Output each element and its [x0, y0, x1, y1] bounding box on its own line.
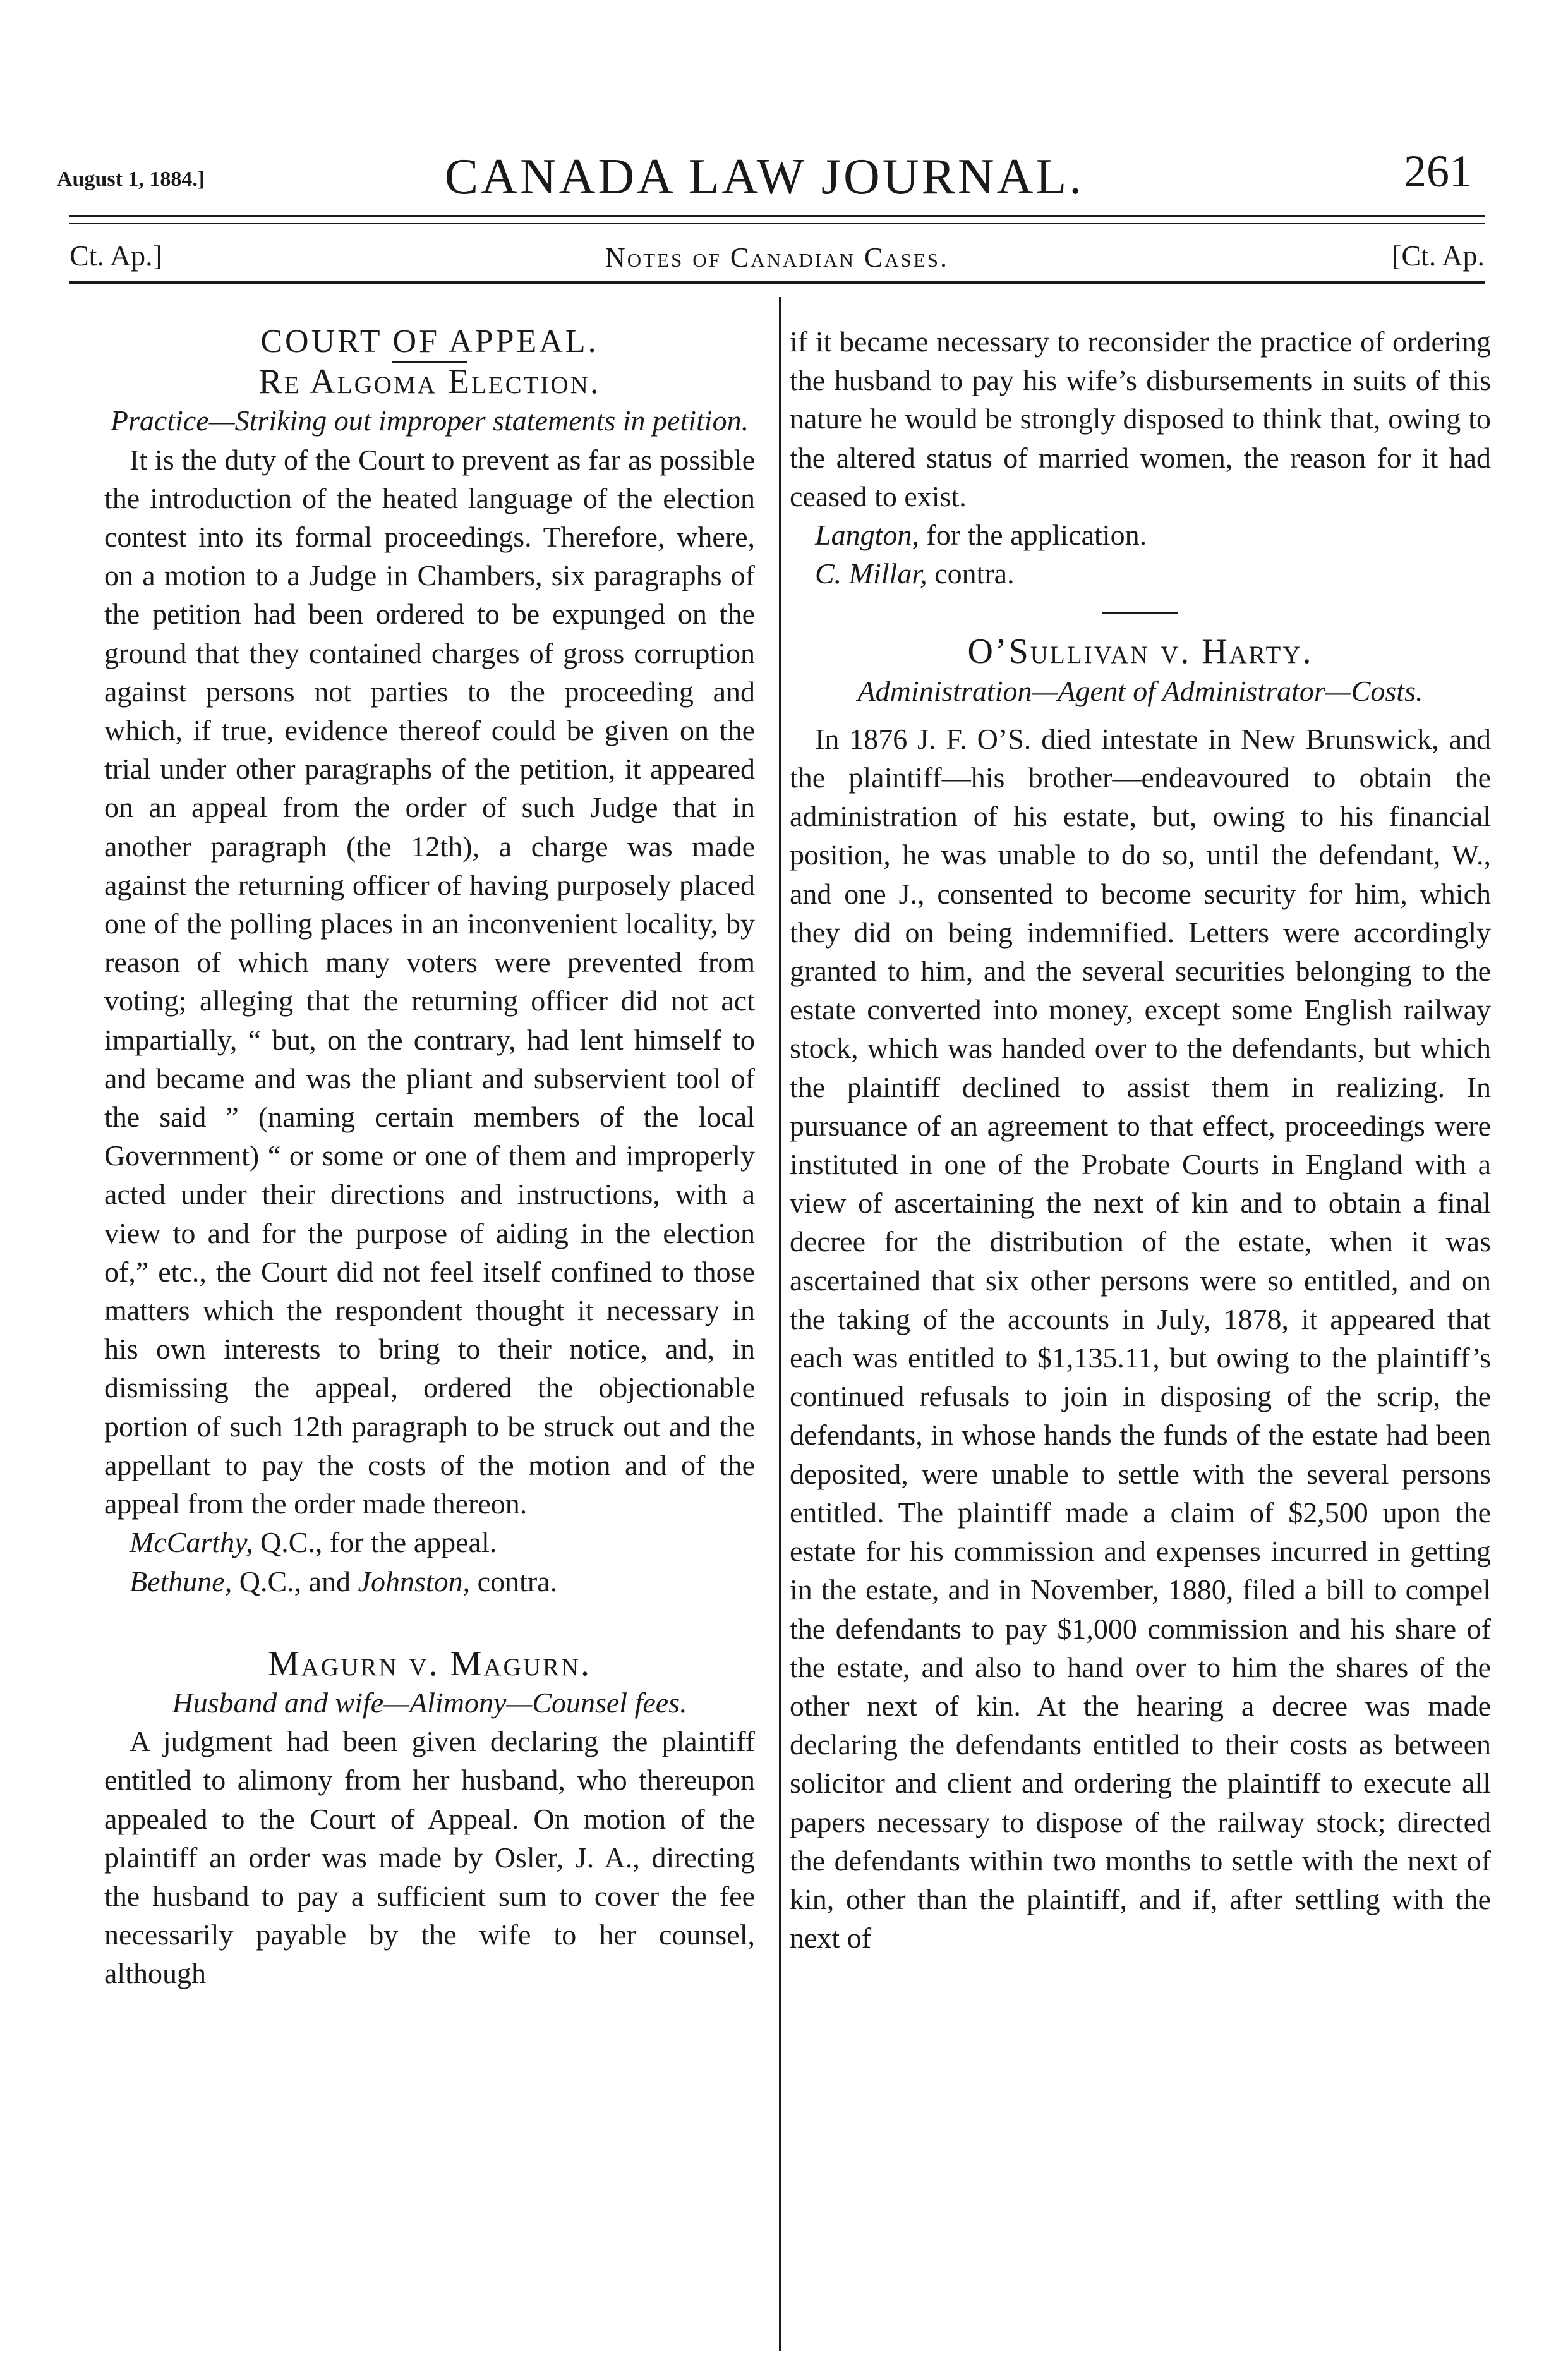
section-left-label: Ct. Ap.] — [69, 239, 162, 272]
case-body: A judgment had been given declaring the plaintiff entitled to alimony from her husband, who thereupon appealed to the Court of Appeal. On motion of the plaintiff an order was made by Osler, J. A., directing the husband to pay a sufficient sum to cover the fee necessarily payable by the wife to her counsel, although — [104, 1725, 755, 1990]
section-title: Notes of Canadian Cases. — [605, 242, 950, 273]
counsel-role: Q.C., for the appeal. — [253, 1526, 497, 1559]
counsel-line — [104, 1562, 755, 1601]
counsel-line — [104, 1523, 755, 1561]
case-headnote: Husband and wife—Alimony—Counsel fees. — [172, 1686, 687, 1719]
counsel-role: contra. — [470, 1565, 558, 1597]
case-headnote: Practice—Striking out improper statements in petition. — [110, 404, 749, 437]
case-body: In 1876 J. F. O’S. died intestate in New Brunswick, and the plaintiff—his brother—endeavoured to obtain the administration of his estate, but, owing to his financial position, he was unable to do so, until the defendant, W., and one J., consented to become security for him, which they did on being indemnified. Letters were accordingly granted to him, and the several securities belonging to the estate converted into money, except some English railway stock, which was handed over to the defendants, but which the plaintiff declined to assist them in realizing. In pursuance of an agreement to that effect, proceedings were instituted in one of the Probate Courts in England with a view of ascertaining the next of kin and to obtain a final decree for the distribution of the estate, when it was ascertained that six other persons were so entitled, and on the taking of the accounts in July, 1878, it appeared that each was entitled to $1,135.11, but owing to the plaintiff’s continued refusals to join in disposing of the scrip, the defendants, in whose hands the funds of the estate had been deposited, were unable to settle with the several persons entitled. The plaintiff made a claim of $2,500 upon the estate for his commission and expenses incurred in getting in the estate, and in November, 1880, filed a bill to compel the defendants to pay $1,000 commission and his share of the estate, and also to hand over to him the shares of the other next of kin. At the hearing a decree was made declaring the defendants entitled to their costs as between solicitor and client and ordering the plaintiff to execute all papers necessary to dispose of the railway stock; directed the defendants within two months to settle with the next of kin, other than the plaintiff, and if, after settling with the next of — [790, 722, 1491, 1955]
case-body-continued: if it became necessary to reconsider the practice of ordering the husband to pay his wife’s disbursements in suits of this nature he would be strongly disposed to think that, owing to the altered status of married women, the reason for it had ceased to exist. — [790, 325, 1491, 512]
left-column — [104, 322, 755, 1993]
section-right-label: [Ct. Ap. — [1392, 239, 1485, 272]
case-title: Magurn v. Magurn. — [267, 1644, 592, 1683]
header-rule — [69, 281, 1485, 284]
right-column — [790, 322, 1491, 1957]
counsel-line — [790, 554, 1491, 593]
counsel-name: Johnston, — [358, 1565, 471, 1597]
counsel-name: Bethune, — [130, 1565, 232, 1597]
court-heading: COURT OF APPEAL. — [260, 324, 599, 360]
journal-title: CANADA LAW JOURNAL. — [444, 149, 1085, 205]
issue-date: August 1, 1884.] — [57, 167, 205, 191]
case-body: It is the duty of the Court to prevent as far as possible the introduction of the heated language of the election contest into its formal proceedings. Therefore, where, on a motion to a Judge in Chambers, six paragraphs of the petition had been ordered to be expunged on the ground that they contained charges of gross corruption against persons not parties to the proceeding and which, if true, evidence thereof could be given on the trial under other paragraphs of the petition, it appeared on an appeal from the order of such Judge that in another paragraph (the 12th), a charge was made against the returning officer of having purposely placed one of the polling places in an inconvenient locality, by reason of which many voters were prevented from voting; alleging that the returning officer did not act impartially, “ but, on the contrary, had lent himself to and became and was the pliant and subservient tool of the said ” (naming certain members of the local Government) “ or some or one of them and improperly acted under their directions and instructions, with a view to and for the purpose of aiding in the election of,” etc., the Court did not feel itself confined to those matters which the respondent thought it necessary in his own interests to bring to their notice, and, in dismissing the appeal, ordered the objectionable portion of such 12th paragraph to be struck out and the appellant to pay the costs of the motion and of the appeal from the order made thereon. — [104, 443, 755, 1520]
column-divider — [779, 297, 781, 2351]
counsel-line — [790, 516, 1491, 554]
counsel-name: Langton, — [815, 519, 919, 552]
case-title: Re Algoma Election. — [258, 362, 601, 402]
header-double-rule — [69, 215, 1485, 224]
counsel-name: C. Millar, — [815, 557, 927, 590]
running-header — [57, 130, 1472, 205]
case-title: O’Sullivan v. Harty. — [967, 632, 1313, 672]
counsel-role: contra. — [927, 557, 1015, 590]
case-headnote: Administration—Agent of Administrator—Costs. — [857, 674, 1423, 707]
counsel-name: McCarthy, — [130, 1526, 253, 1559]
counsel-joiner: Q.C., and — [232, 1565, 358, 1597]
page-number: 261 — [1404, 146, 1472, 197]
counsel-role: for the application. — [919, 519, 1147, 552]
section-header — [69, 227, 1485, 278]
